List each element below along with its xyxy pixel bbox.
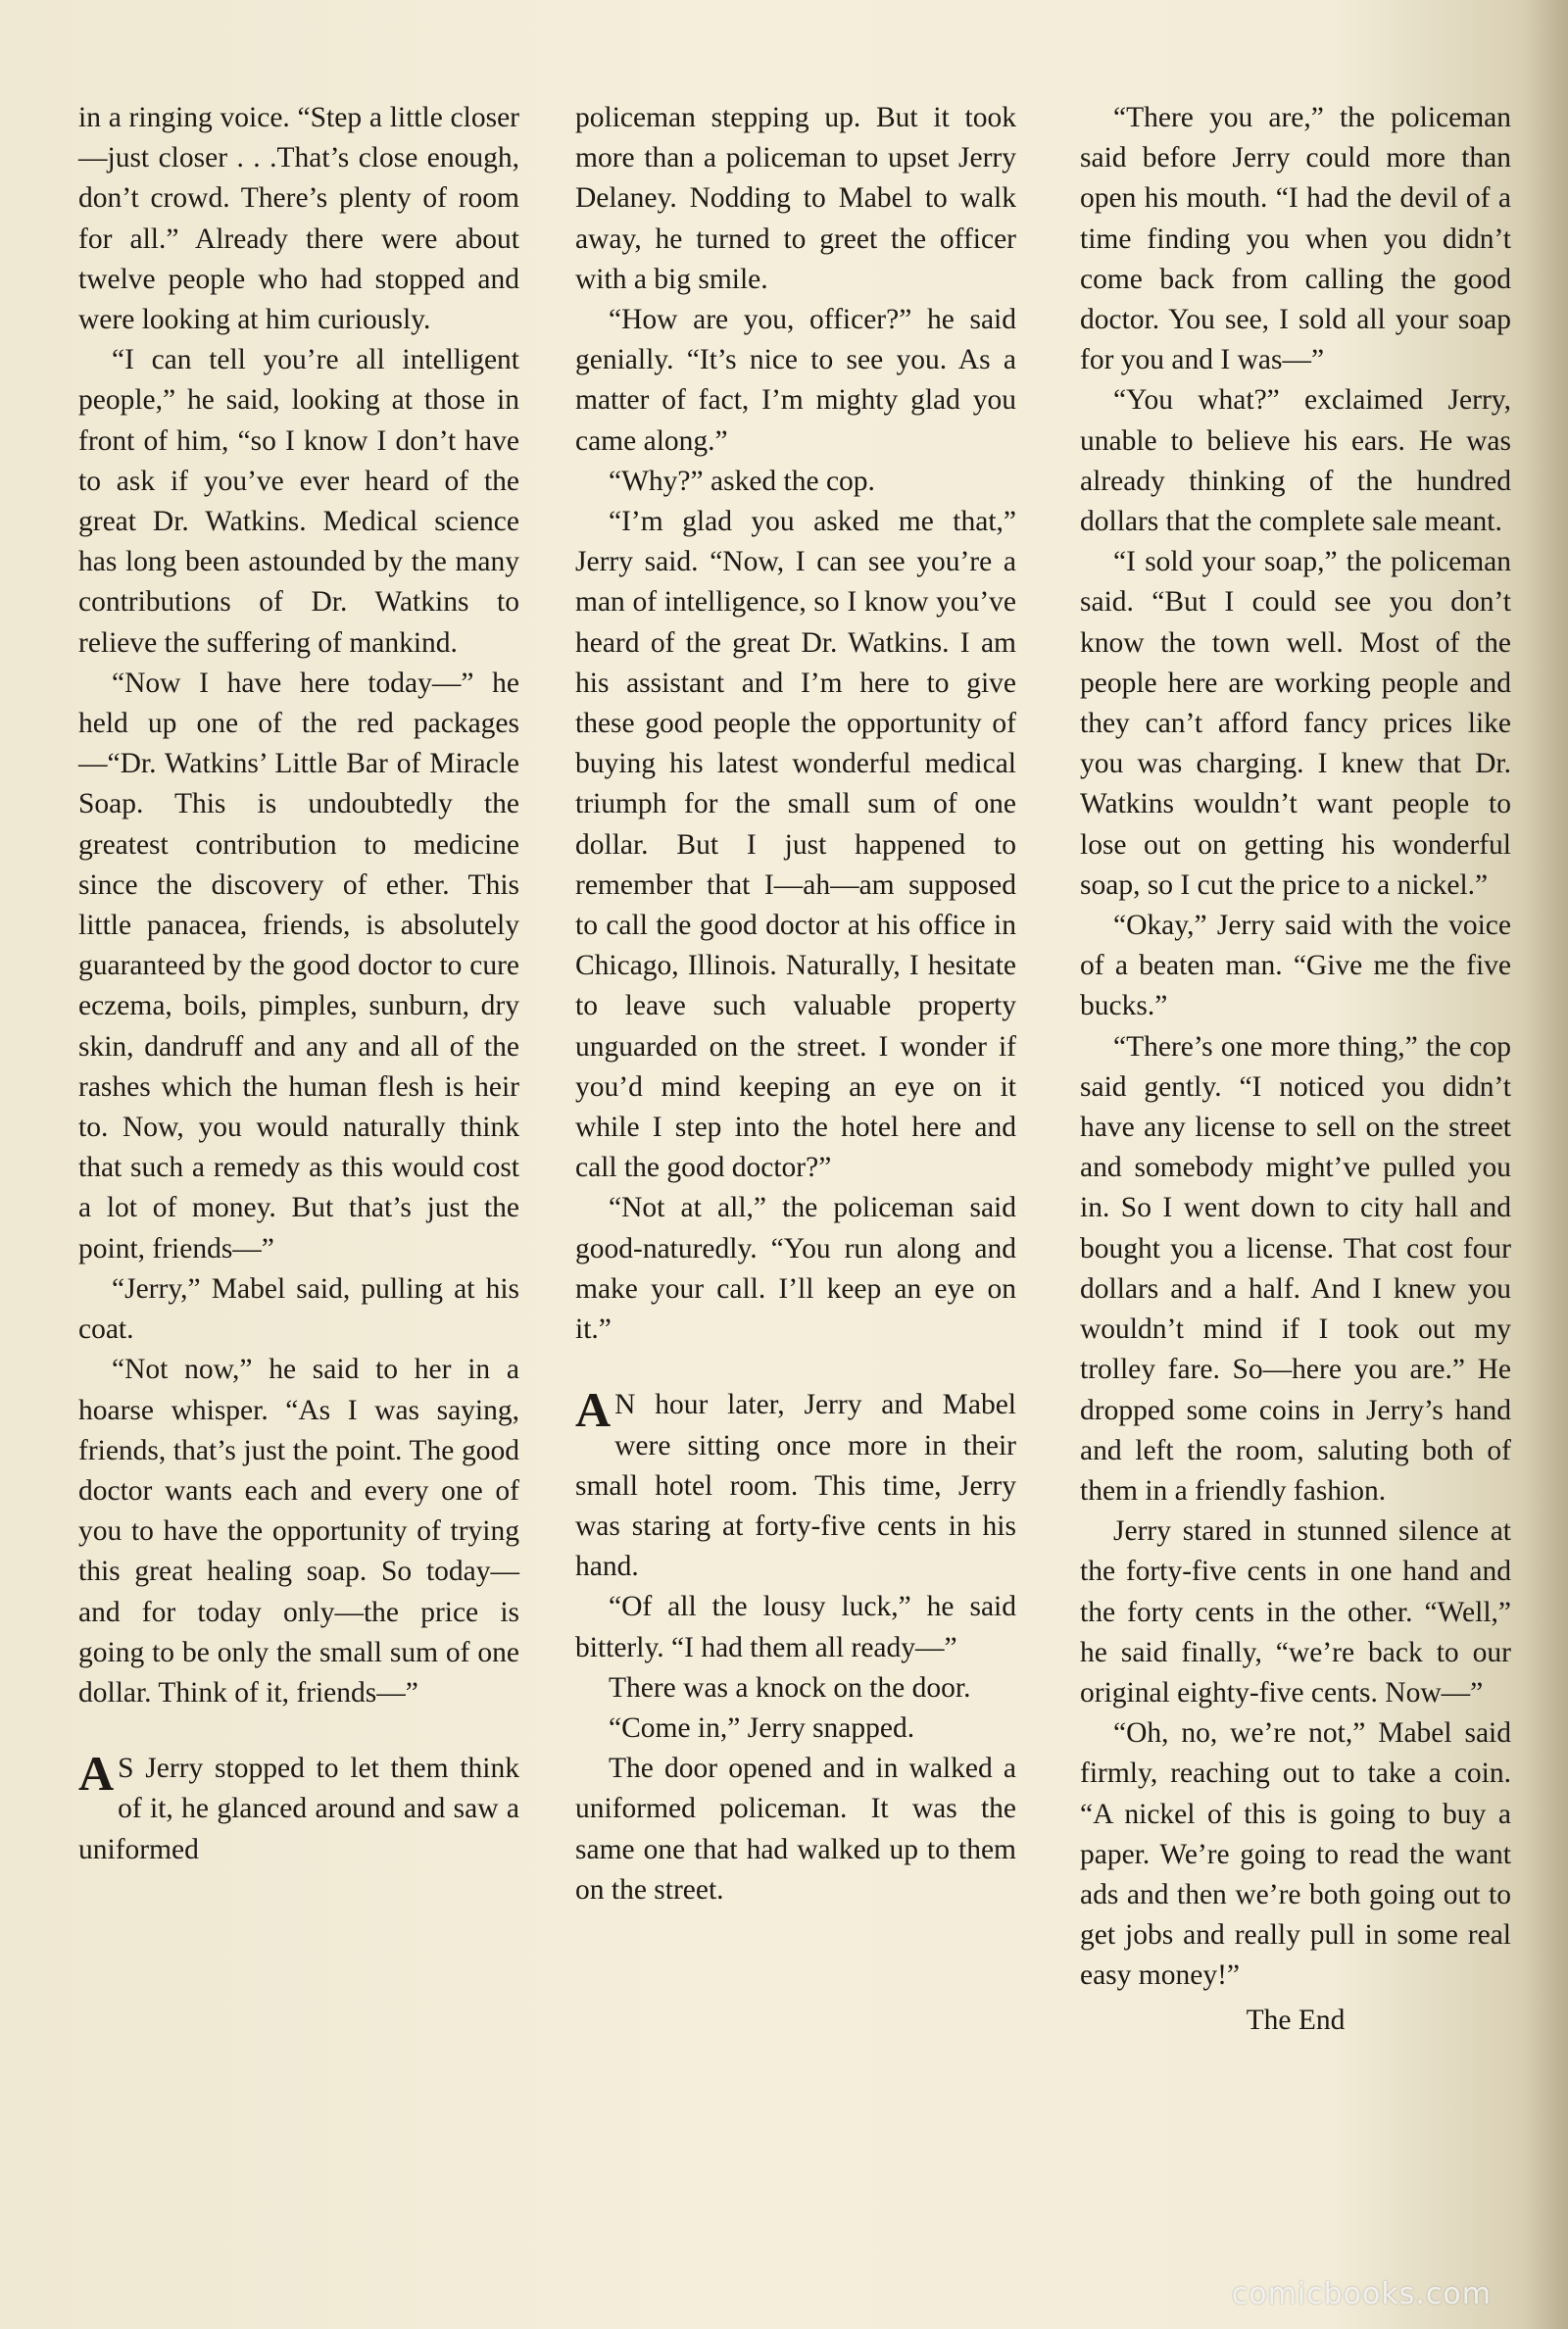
story-paragraph: “Of all the lousy luck,” he said bitterly. “I had them all ready—” [575, 1591, 1016, 1663]
story-paragraph: “I’m glad you asked me that,” Jerry said. “Now, I can see you’re a man of intelligence, so I know you’ve heard of the great Dr. Watkins. I am his assistant and I’m here to give these good people the opportunity of buying his latest wonderful medical triumph for the small sum of one dollar. But I just happened to remember that I—ah—am supposed to call the good doctor at his office in Chicago, Illinois. Naturally, I hesitate to leave such valuable property unguarded on the street. I wonder if you’d mind keeping an eye on it while I step into the hotel here and call the good doctor?” [575, 506, 1016, 1184]
story-paragraph: “Not now,” he said to her in a hoarse whisper. “As I was saying, friends, that’s just the point. The good doctor wants each and every one of you to have the opportunity of trying this great healing soap. So today—and for today only—the price is going to be only the small sum of one dollar. Think of it, friends—” [78, 1354, 519, 1709]
story-paragraph: “Okay,” Jerry said with the voice of a beaten man. “Give me the five bucks.” [1080, 910, 1511, 1022]
story-paragraph: policeman stepping up. But it took more than a policeman to upset Jerry Delaney. Nodding to Mabel to walk away, he turned to greet the officer with a big smile. [575, 102, 1016, 295]
story-paragraph: in a ringing voice. “Step a little closer—just closer . . .That’s close enough, don’t crowd. There’s plenty of room for all.” Already there were about twelve people who had stopped and were looking at him curiously. [78, 102, 519, 336]
section-text: S Jerry stopped to let them think of it, he glanced around and saw a uniformed [78, 1753, 519, 1865]
drop-cap: A [575, 1382, 612, 1438]
story-paragraph: “Come in,” Jerry snapped. [609, 1711, 915, 1744]
story-paragraph: The door opened and in walked a uniformed policeman. It was the same one that had walked up to them on the street. [575, 1753, 1016, 1906]
story-paragraph: There was a knock on the door. [609, 1671, 971, 1704]
story-paragraph: “I can tell you’re all intelligent people,” he said, looking at those in front of him, “so I know I don’t have to ask if you’ve ever heard of the great Dr. Watkins. Medical science has long been astounded by the many contributions of Dr. Watkins to relieve the suffering of mankind. [78, 344, 519, 659]
story-paragraph: “How are you, officer?” he said genially. “It’s nice to see you. As a matter of fact, I’m mighty glad you came along.” [575, 304, 1016, 457]
story-paragraph: Jerry stared in stunned silence at the forty-five cents in one hand and the forty cents in the other. “Well,” he said finally, “we’re back to our original eighty-five cents. Now—” [1080, 1515, 1511, 1709]
story-paragraph: “I sold your soap,” the policeman said. “But I could see you don’t know the town well. Most of the people here are working people and they can’t afford fancy prices like you was charging. I knew that Dr. Watkins wouldn’t want people to lose out on getting his wonderful soap, so I cut the price to a nickel.” [1080, 546, 1511, 901]
section-opening-paragraph [575, 1382, 1016, 1587]
story-paragraph: “There you are,” the policeman said before Jerry could more than open his mouth. “I had the devil of a time finding you when you didn’t come back from calling the good doctor. You see, I sold all your soap for you and I was—” [1080, 102, 1511, 376]
text-column-2 [575, 98, 1016, 1910]
section-text: N hour later, Jerry and Mabel were sitting once more in their small hotel room. This time, Jerry was staring at forty-five cents in his hand. [575, 1389, 1016, 1583]
story-paragraph: “Oh, no, we’re not,” Mabel said firmly, reaching out to take a coin. “A nickel of this is going to buy a paper. We’re going to read the want ads and then we’re both going out to get jobs and really pull in some real easy money!” [1080, 1717, 1511, 1992]
story-paragraph: “Now I have here today—” he held up one of the red packages—“Dr. Watkins’ Little Bar of Miracle Soap. This is undoubtedly the greatest contribution to medicine since the discovery of ether. This little panacea, friends, is absolutely guaranteed by the good doctor to cure eczema, boils, pimples, sunburn, dry skin, dandruff and any and all of the rashes which the human flesh is heir to. Now, you would naturally think that such a remedy as this would cost a lot of money. But that’s just the point, friends—” [78, 667, 519, 1264]
section-opening-paragraph [78, 1746, 519, 1870]
site-watermark: comicbooks.com [1231, 2277, 1492, 2311]
story-paragraph: “Jerry,” Mabel said, pulling at his coat. [78, 1272, 519, 1346]
story-paragraph: “There’s one more thing,” the cop said gently. “I noticed you didn’t have any license to sell on the street and somebody might’ve pulled you in. So I went down to city hall and bought you a license. That cost four dollars and a half. And I knew you wouldn’t mind if I took out my trolley fare. So—here you are.” He dropped some coins in Jerry’s hand and left the room, saluting both of them in a friendly fashion. [1080, 1030, 1511, 1507]
drop-cap: A [78, 1746, 115, 1802]
story-paragraph: “Why?” asked the cop. [609, 465, 875, 497]
story-paragraph: “You what?” exclaimed Jerry, unable to believe his ears. He was already thinking of the hundred dollars that the complete sale meant. [1080, 384, 1511, 538]
story-ending: The End [1246, 2004, 1346, 2036]
text-column-1 [78, 98, 519, 1870]
story-paragraph: “Not at all,” the policeman said good-naturedly. “You run along and make your call. I’ll keep an eye on it.” [575, 1192, 1016, 1346]
text-column-3 [1080, 98, 1511, 2041]
